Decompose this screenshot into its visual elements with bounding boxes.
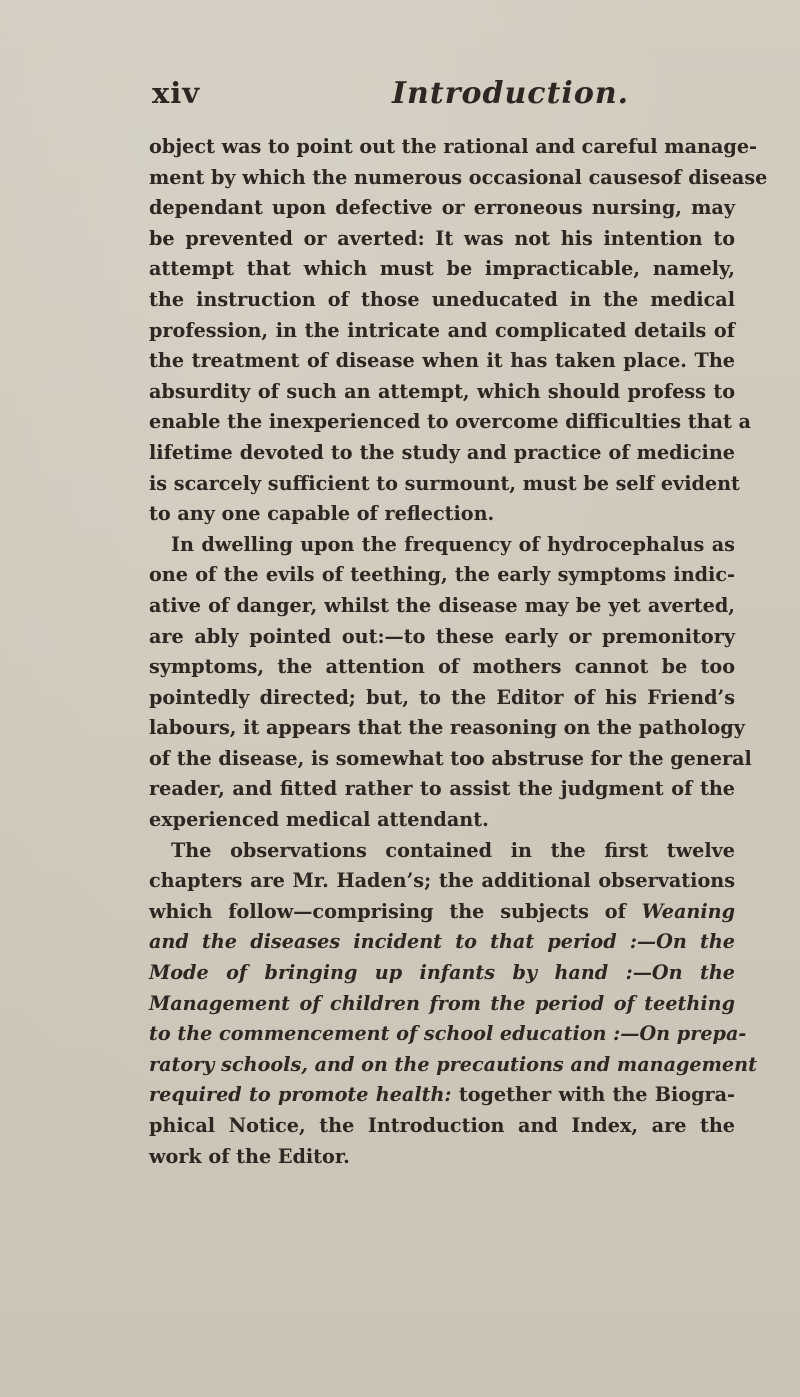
text-line: lifetime devoted to the study and practice of medicine	[149, 440, 735, 464]
text-line: ment by which the numerous occasional causesof disease	[149, 165, 768, 189]
running-head	[0, 76, 800, 116]
text-line: of the disease, is somewhat too abstruse for the general	[149, 746, 752, 770]
text-span: together with the Biogra-	[458, 1083, 735, 1107]
text-line: profession, in the intricate and complicated details of	[149, 318, 735, 342]
text-line: labours, it appears that the reasoning on the pathology	[149, 716, 745, 740]
text-line: dependant upon defective or erroneous nursing, may	[149, 196, 735, 220]
text-line: is scarcely sufficient to surmount, must be self evident	[149, 471, 740, 495]
text-line: ratory schools, and on the precautions and management	[149, 1052, 757, 1076]
text-span: which follow—comprising the subjects of	[149, 899, 626, 923]
text-line: chapters are Mr. Haden’s; the additional observations	[149, 869, 735, 893]
text-line	[149, 1080, 735, 1111]
text-line: the instruction of those uneducated in the medical	[149, 287, 735, 311]
italic-span: Weaning	[641, 899, 735, 923]
text-line: work of the Editor.	[149, 1144, 350, 1168]
text-line: to any one capable of reflection.	[149, 502, 495, 526]
text-line: one of the evils of teething, the early symptoms indic-	[149, 563, 735, 587]
text-line: Mode of bringing up infants by hand :—On the	[149, 961, 735, 985]
text-line: to the commencement of school education :—On prepa-	[149, 1022, 747, 1046]
italic-span: required to promote health:	[149, 1083, 452, 1107]
text-line: pointedly directed; but, to the Editor of his Friend’s	[149, 685, 735, 709]
text-line: The observations contained in the first twelve	[171, 838, 735, 862]
body-text	[149, 132, 768, 1172]
text-line: phical Notice, the Introduction and Index, are the	[149, 1114, 735, 1137]
text-line: reader, and fitted rather to assist the judgment of the	[149, 777, 735, 801]
text-line: absurdity of such an attempt, which should profess to	[149, 379, 735, 403]
text-line: the treatment of disease when it has taken place. The	[149, 349, 735, 373]
text-line: object was to point out the rational and careful manage-	[149, 135, 757, 158]
text-line: and the diseases incident to that period :—On the	[149, 930, 735, 954]
text-line: enable the inexperienced to overcome difficulties that a	[149, 410, 751, 434]
running-title: Introduction.	[392, 76, 630, 111]
text-line: symptoms, the attention of mothers cannot be too	[149, 655, 735, 679]
text-line: ative of danger, whilst the disease may be yet averted,	[149, 593, 735, 617]
text-line: experienced medical attendant.	[149, 808, 489, 832]
text-line: In dwelling upon the frequency of hydrocephalus as	[171, 532, 735, 556]
text-line: attempt that which must be impracticable, namely,	[149, 257, 735, 281]
text-line: are ably pointed out:—to these early or premonitory	[149, 624, 735, 648]
text-line: be prevented or averted: It was not his intention to	[149, 226, 735, 250]
text-line: Management of children from the period of teething	[149, 991, 735, 1015]
page-number: xiv	[152, 76, 201, 110]
text-line	[149, 897, 735, 928]
